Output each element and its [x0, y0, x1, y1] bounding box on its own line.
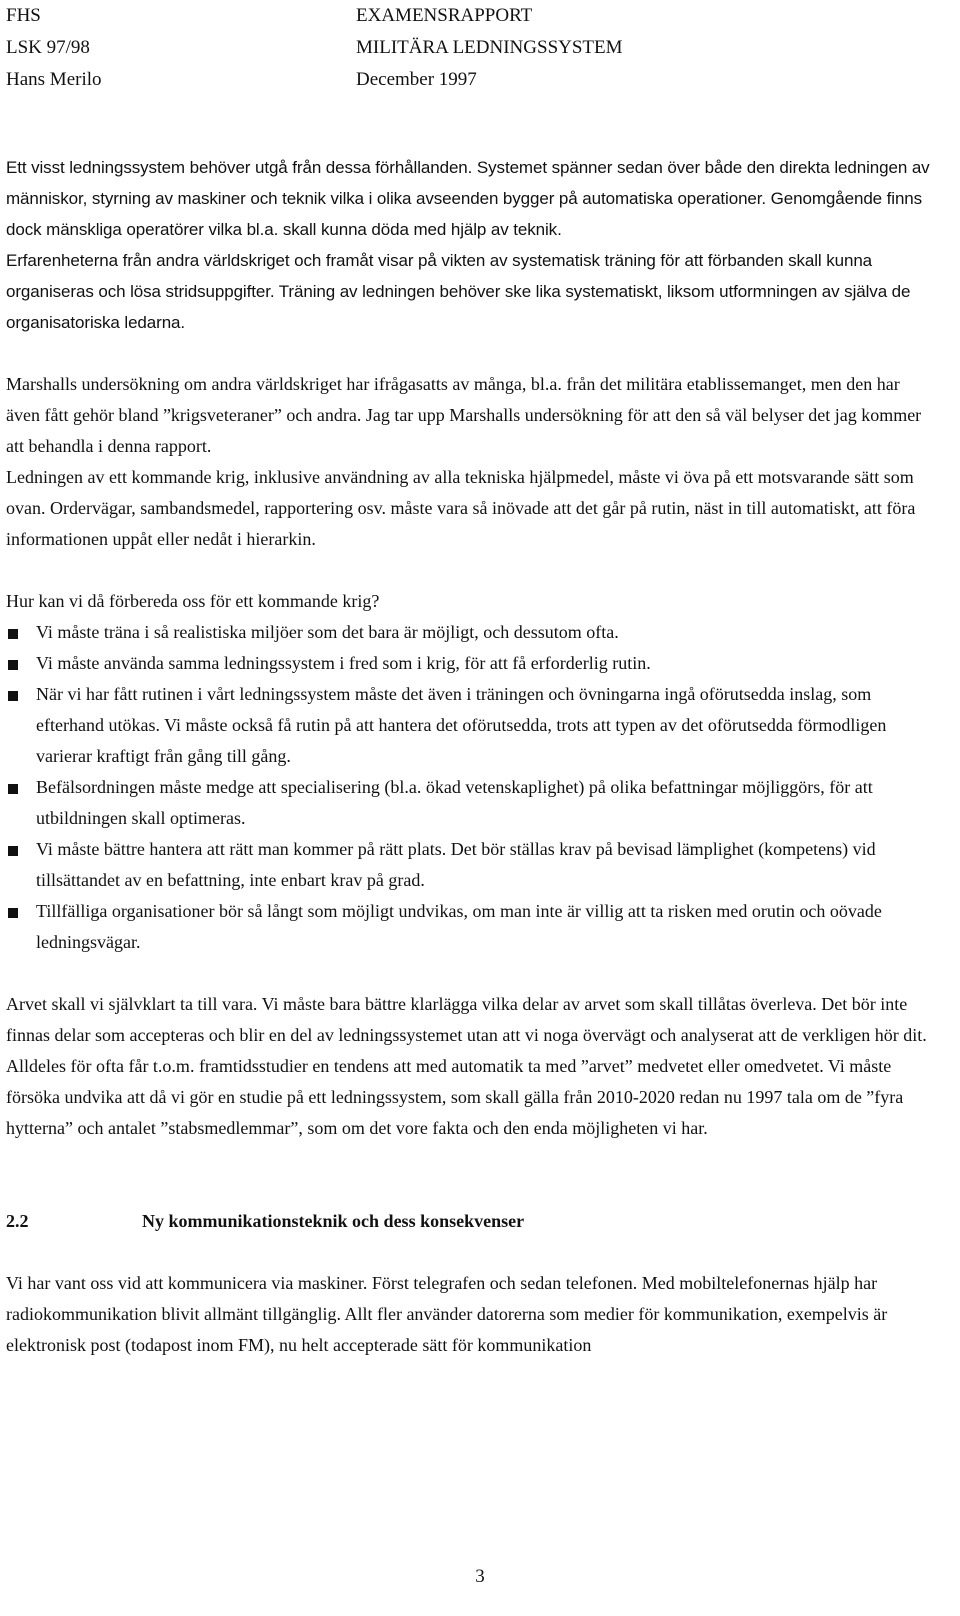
page-number: 3: [475, 1566, 485, 1587]
paragraph-3: Marshalls undersökning om andra världskriget har ifrågasatts av många, bl.a. från det militära etablissemanget, men den har även fått gehör bland ”krigsveteraner” och andra. Jag tar upp Marshalls undersökning för att den så väl belyser det jag kommer att behandla i denna rapport.: [6, 374, 922, 456]
square-bullet-icon: [8, 784, 18, 794]
square-bullet-icon: [8, 660, 18, 670]
list-item-text: Vi måste träna i så realistiska miljöer som det bara är möjligt, och dessutom ofta.: [36, 622, 619, 642]
square-bullet-icon: [8, 629, 18, 639]
list-item: [6, 648, 936, 679]
bullet-list: [6, 617, 936, 958]
header-course: LSK 97/98: [6, 37, 90, 58]
header-report-title: MILITÄRA LEDNINGSSYSTEM: [356, 37, 623, 58]
list-item-text: Befälsordningen måste medge att specialisering (bl.a. ökad vetenskaplighet) på olika befattningar möjliggörs, för att utbildningen skall optimeras.: [36, 777, 873, 828]
square-bullet-icon: [8, 908, 18, 918]
section-number: 2.2: [6, 1211, 29, 1231]
paragraph-1: Ett visst ledningssystem behöver utgå från dessa förhållanden. Systemet spänner sedan över både den direkta ledningen av människor, styrning av maskiner och teknik vilka i olika avseenden bygger på automatiska operationer. Genomgående finns dock mänskliga operatörer vilka bl.a. skall kunna döda med hjälp av teknik.: [6, 158, 930, 239]
header-row-1: [0, 0, 960, 32]
list-item-text: Vi måste bättre hantera att rätt man kommer på rätt plats. Det bör ställas krav på bevisad lämplighet (kompetens) vid tillsättandet av en befattning, inte enbart krav på grad.: [36, 839, 876, 890]
header-row-3: [0, 64, 960, 96]
list-item: [6, 679, 936, 772]
list-item: [6, 772, 936, 834]
list-item-text: Vi måste använda samma ledningssystem i fred som i krig, för att få erforderlig rutin.: [36, 653, 651, 673]
question-paragraph: Hur kan vi då förbereda oss för ett kommande krig?: [6, 591, 380, 611]
header-school: FHS: [6, 5, 41, 26]
list-item: [6, 896, 936, 958]
section-title: Ny kommunikationsteknik och dess konsekvenser: [142, 1211, 525, 1231]
paragraph-2: Erfarenheterna från andra världskriget och framåt visar på vikten av systematisk träning för att förbanden skall kunna organiseras och lösa stridsuppgifter. Träning av ledningen behöver ske lika systematiskt, liksom utformningen av själva de organisatoriska ledarna.: [6, 251, 911, 332]
header-author: Hans Merilo: [6, 69, 102, 90]
header-date: December 1997: [356, 69, 477, 90]
list-item-text: Tillfälliga organisationer bör så långt som möjligt undvikas, om man inte är villig att ta risken med orutin och oövade ledningsvägar.: [36, 901, 882, 952]
list-item: [6, 834, 936, 896]
square-bullet-icon: [8, 691, 18, 701]
list-item-text: När vi har fått rutinen i vårt ledningssystem måste det även i träningen och övningarna ingå oförutsedda inslag, som efterhand utökas. Vi måste också få rutin på att hantera det oförutsedda, trots att typen av det oförutsedda förmodligen varierar kraftigt från gång till gång.: [36, 684, 887, 766]
section-heading: [6, 1206, 936, 1237]
list-item: [6, 617, 936, 648]
header-row-2: [0, 32, 960, 64]
closing-paragraph: Arvet skall vi självklart ta till vara. Vi måste bara bättre klarlägga vilka delar av arvet som skall tillåtas överleva. Det bör inte finnas delar som accepteras och blir en del av ledningssystemet utan att vi noga övervägt och analyserat att de verkligen hör dit. Alldeles för ofta får t.o.m. framtidsstudier en tendens att med automatik ta med ”arvet” medvetet eller omedvetet. Vi måste försöka undvika att då vi gör en studie på ett ledningssystem, som skall gälla från 2010-2020 redan nu 1997 tala om de ”fyra hytterna” och antalet ”stabsmedlemmar”, som om det vore fakta och den enda möjligheten vi har.: [6, 994, 927, 1138]
paragraph-4: Ledningen av ett kommande krig, inklusive användning av alla tekniska hjälpmedel, måste vi öva på ett motsvarande sätt som ovan. Ordervägar, sambandsmedel, rapportering osv. måste vara så inövade att det går på rutin, näst in till automatiskt, att föra informationen uppåt eller nedåt i hierarkin.: [6, 467, 916, 549]
page-header: [0, 0, 960, 96]
section-paragraph: Vi har vant oss vid att kommunicera via maskiner. Först telegrafen och sedan telefonen. Med mobiltelefonernas hjälp har radiokommunikation blivit allmänt tillgänglig. Allt fler använder datorerna som medier för kommunikation, exempelvis är elektronisk post (todapost inom FM), nu helt accepterade sätt för kommunikation: [6, 1273, 888, 1355]
header-report-type: EXAMENSRAPPORT: [356, 5, 533, 26]
document-body: [6, 152, 936, 1361]
square-bullet-icon: [8, 846, 18, 856]
